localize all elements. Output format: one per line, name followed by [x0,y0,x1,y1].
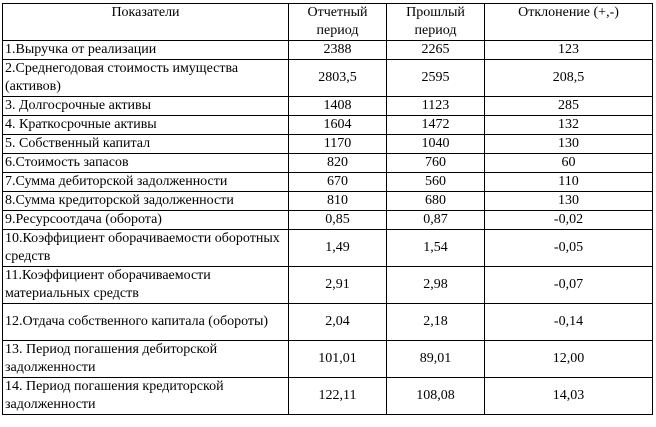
previous-period-cell: 1040 [387,135,485,154]
indicator-name-cell: 3. Долгосрочные активы [3,97,289,116]
financial-indicators-table-wrapper [2,3,653,415]
indicator-name-cell: 1.Выручка от реализации [3,41,289,60]
indicator-name-cell: 5. Собственный капитал [3,135,289,154]
deviation-cell: 130 [485,192,653,211]
previous-period-cell: 680 [387,192,485,211]
table-row [3,41,653,60]
deviation-cell: -0,07 [485,267,653,304]
deviation-cell: 285 [485,97,653,116]
table-row [3,267,653,304]
header-deviation: Отклонение (+,-) [485,4,653,41]
indicator-name-cell: 8.Сумма кредиторской задолженности [3,192,289,211]
table-row [3,60,653,97]
deviation-cell: 208,5 [485,60,653,97]
deviation-cell: 12,00 [485,341,653,378]
table-row [3,173,653,192]
current-period-cell: 2803,5 [289,60,387,97]
previous-period-cell: 1472 [387,116,485,135]
deviation-cell: -0,02 [485,211,653,230]
previous-period-cell: 2595 [387,60,485,97]
deviation-cell: 14,03 [485,378,653,415]
current-period-cell: 1408 [289,97,387,116]
table-row [3,230,653,267]
current-period-cell: 1604 [289,116,387,135]
table-row [3,97,653,116]
indicator-name-cell: 10.Коэффициент оборачиваемости оборотных средств [3,230,289,267]
indicator-name-cell: 7.Сумма дебиторской задолженности [3,173,289,192]
table-row [3,135,653,154]
previous-period-cell: 560 [387,173,485,192]
current-period-cell: 2,04 [289,304,387,341]
previous-period-cell: 108,08 [387,378,485,415]
deviation-cell: -0,05 [485,230,653,267]
previous-period-cell: 2,98 [387,267,485,304]
deviation-cell: 110 [485,173,653,192]
table-body [3,41,653,415]
indicator-name-cell: 12.Отдача собственного капитала (обороты) [3,304,289,341]
indicator-name-cell: 4. Краткосрочные активы [3,116,289,135]
previous-period-cell: 0,87 [387,211,485,230]
current-period-cell: 1170 [289,135,387,154]
financial-indicators-table [2,3,653,415]
table-row [3,378,653,415]
indicator-name-cell: 14. Период погашения кредиторской задолженности [3,378,289,415]
table-row [3,154,653,173]
header-indicators: Показатели [3,4,289,41]
current-period-cell: 810 [289,192,387,211]
previous-period-cell: 89,01 [387,341,485,378]
table-row [3,211,653,230]
current-period-cell: 101,01 [289,341,387,378]
deviation-cell: 123 [485,41,653,60]
indicator-name-cell: 9.Ресурсоотдача (оборота) [3,211,289,230]
deviation-cell: -0,14 [485,304,653,341]
indicator-name-cell: 13. Период погашения дебиторской задолженности [3,341,289,378]
deviation-cell: 130 [485,135,653,154]
current-period-cell: 820 [289,154,387,173]
previous-period-cell: 760 [387,154,485,173]
indicator-name-cell: 2.Среднегодовая стоимость имущества (активов) [3,60,289,97]
current-period-cell: 2,91 [289,267,387,304]
header-row [3,4,653,41]
current-period-cell: 122,11 [289,378,387,415]
table-header [3,4,653,41]
header-previous-period: Прошлый период [387,4,485,41]
header-current-period: Отчетный период [289,4,387,41]
previous-period-cell: 2265 [387,41,485,60]
current-period-cell: 670 [289,173,387,192]
previous-period-cell: 1,54 [387,230,485,267]
table-row [3,304,653,341]
deviation-cell: 132 [485,116,653,135]
current-period-cell: 1,49 [289,230,387,267]
current-period-cell: 2388 [289,41,387,60]
table-row [3,116,653,135]
deviation-cell: 60 [485,154,653,173]
current-period-cell: 0,85 [289,211,387,230]
table-row [3,192,653,211]
previous-period-cell: 1123 [387,97,485,116]
indicator-name-cell: 11.Коэффициент оборачиваемости материальных средств [3,267,289,304]
previous-period-cell: 2,18 [387,304,485,341]
table-row [3,341,653,378]
indicator-name-cell: 6.Стоимость запасов [3,154,289,173]
